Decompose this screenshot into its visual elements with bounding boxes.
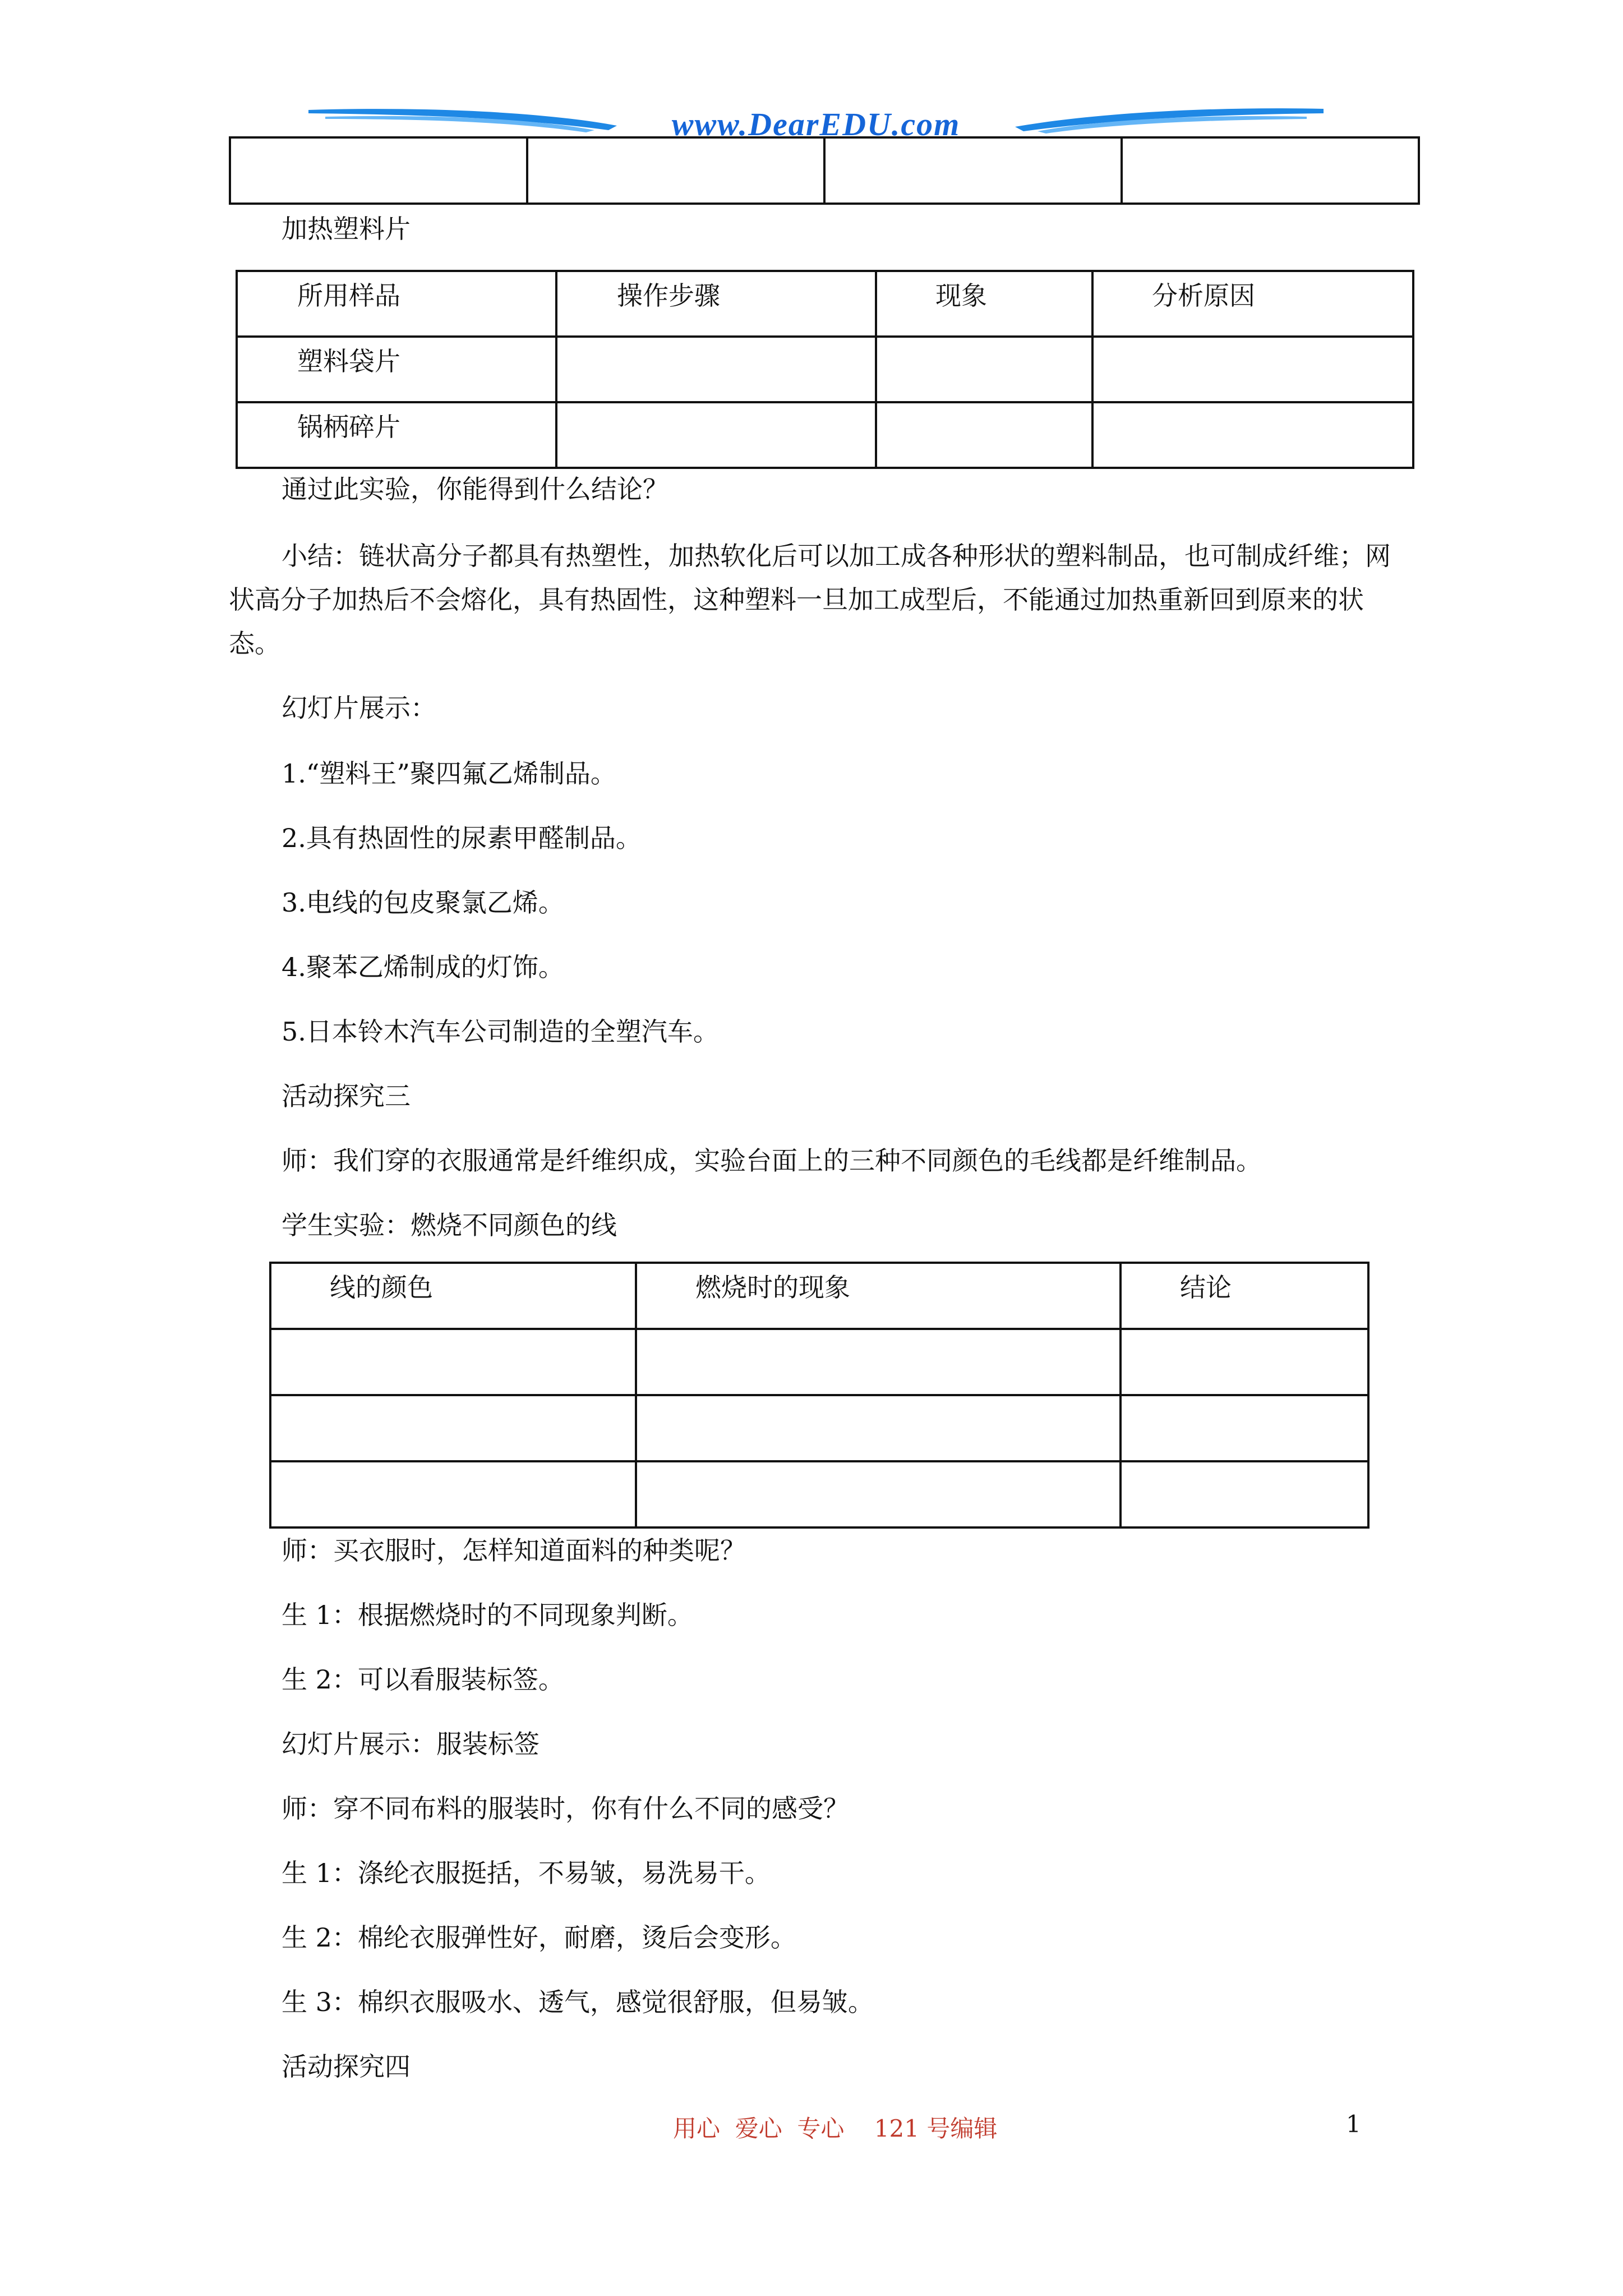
dialogue-line: 生 3：棉织衣服吸水、透气，感觉很舒服，但易皱。 — [282, 1987, 874, 2017]
table-cell — [270, 1461, 636, 1527]
table-cell — [636, 1329, 1121, 1395]
table-row — [270, 1329, 1368, 1395]
table-cell — [270, 1329, 636, 1395]
slide-item: 3.电线的包皮聚氯乙烯。 — [282, 887, 564, 918]
dialogue-line: 生 1：涤纶衣服挺括，不易皱，易洗易干。 — [282, 1858, 771, 1888]
table-cell — [1092, 337, 1413, 402]
footer-editor-note: 用心 爱心 专心 121 号编辑 — [673, 2115, 998, 2142]
site-logo-text: www.DearEDU.com — [671, 106, 961, 142]
table-cell — [527, 137, 824, 204]
table-cell — [636, 1461, 1121, 1527]
slide-item: 1.“塑料王”聚四氟乙烯制品。 — [282, 758, 616, 789]
slide-item: 2.具有热固性的尿素甲醛制品。 — [282, 823, 642, 853]
table-cell — [876, 402, 1092, 468]
teacher-statement: 师：我们穿的衣服通常是纤维织成，实验台面上的三种不同颜色的毛线都是纤维制品。 — [282, 1145, 1262, 1176]
slide-item: 5.日本铃木汽车公司制造的全塑汽车。 — [282, 1016, 719, 1047]
table-cell — [1121, 1461, 1368, 1527]
column-header: 操作步骤 — [556, 271, 876, 337]
dialogue-line: 生 2：可以看服装标签。 — [282, 1664, 564, 1695]
slides-title: 幻灯片展示： — [282, 693, 436, 723]
summary-paragraph: 小结：链状高分子都具有热塑性，加热软化后可以加工成各种形状的塑料制品，也可制成纤维；网状高分子加热后不会熔化，具有热固性，这种塑料一旦加工成型后，不能通过加热重新回到原来的状态。 — [229, 541, 1391, 659]
column-header: 现象 — [876, 271, 1092, 337]
activity-heading-3: 活动探究三 — [282, 1081, 411, 1111]
conclusion-question: 通过此实验，你能得到什么结论？ — [282, 474, 668, 504]
column-header: 线的颜色 — [270, 1263, 636, 1329]
dialogue-line: 师：穿不同布料的服装时，你有什么不同的感受？ — [282, 1793, 849, 1824]
dialogue-line: 生 2：棉纶衣服弹性好，耐磨，烫后会变形。 — [282, 1922, 796, 1953]
dialogue-line: 师：买衣服时，怎样知道面料的种类呢？ — [282, 1535, 746, 1566]
table-header-row — [270, 1263, 1368, 1329]
table-header-row — [237, 271, 1413, 337]
student-experiment-title: 学生实验：燃烧不同颜色的线 — [282, 1210, 617, 1240]
plastic-heating-table — [236, 270, 1414, 469]
table-cell — [1121, 1329, 1368, 1395]
table-cell — [1121, 1395, 1368, 1461]
activity-heading-4: 活动探究四 — [282, 2051, 411, 2082]
table-row — [237, 402, 1413, 468]
table-cell — [1092, 402, 1413, 468]
top-continued-table — [229, 136, 1420, 205]
table-cell: 塑料袋片 — [237, 337, 556, 402]
table-row — [230, 137, 1419, 204]
table-cell — [824, 137, 1122, 204]
table-cell: 锅柄碎片 — [237, 402, 556, 468]
table-cell — [876, 337, 1092, 402]
table-cell — [230, 137, 527, 204]
table-cell — [1122, 137, 1419, 204]
column-header: 分析原因 — [1092, 271, 1413, 337]
table-cell — [636, 1395, 1121, 1461]
slide-item: 4.聚苯乙烯制成的灯饰。 — [282, 952, 564, 982]
dialogue-line: 幻灯片展示：服装标签 — [282, 1729, 540, 1759]
table-row — [237, 337, 1413, 402]
table-row — [270, 1395, 1368, 1461]
dialogue-line: 生 1：根据燃烧时的不同现象判断。 — [282, 1600, 693, 1630]
section-heading-heat: 加热塑料片 — [282, 214, 411, 244]
table-cell — [556, 402, 876, 468]
column-header: 燃烧时的现象 — [636, 1263, 1121, 1329]
thread-burning-table — [269, 1262, 1370, 1529]
page-number: 1 — [1346, 2110, 1361, 2138]
table-row — [270, 1461, 1368, 1527]
column-header: 所用样品 — [237, 271, 556, 337]
table-cell — [556, 337, 876, 402]
column-header: 结论 — [1121, 1263, 1368, 1329]
table-cell — [270, 1395, 636, 1461]
